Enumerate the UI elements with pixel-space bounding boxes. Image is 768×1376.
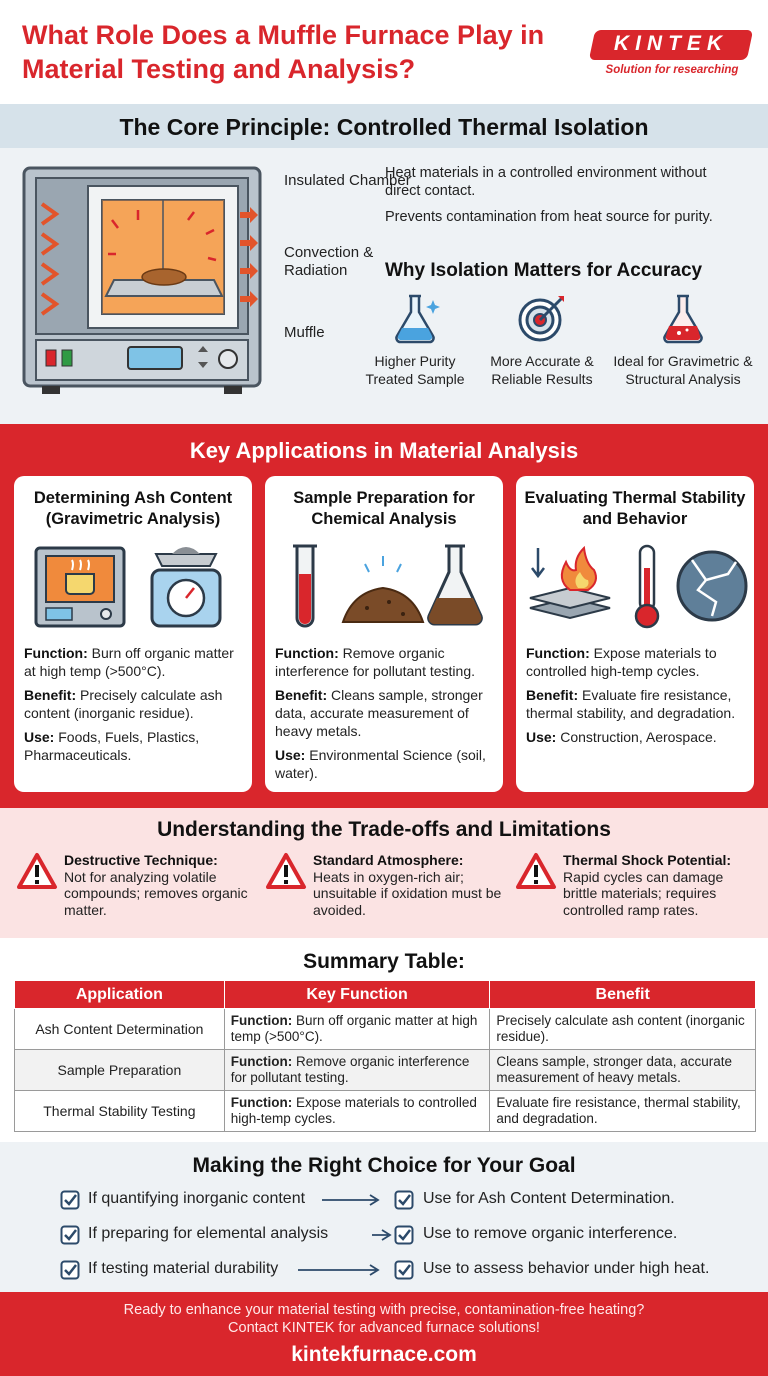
choice-then: Use to remove organic interference. <box>423 1225 678 1242</box>
why-label-gravimetric: Ideal for Gravimetric & Structural Analysis <box>613 353 753 387</box>
function-label: Function: <box>24 645 88 661</box>
function-text: Burn off organic matter at high temp (>500°C). <box>24 645 234 679</box>
card-icons-sample <box>265 538 503 634</box>
benefit-text: Evaluate fire resistance, thermal stability, and degradation. <box>526 687 736 721</box>
choice-title: Making the Right Choice for Your Goal <box>192 1154 576 1177</box>
use-label: Use: <box>526 729 557 745</box>
cell-application: Thermal Stability Testing <box>15 1091 225 1132</box>
label-convection-radiation: Convection & Radiation <box>284 244 374 279</box>
cell-benefit: Evaluate fire resistance, thermal stability, and degradation. <box>490 1091 756 1132</box>
function-label: Function: <box>230 1013 293 1028</box>
use-text: Environmental Science (soil, water). <box>275 747 486 781</box>
furnace-icon <box>36 548 124 626</box>
why-label-purity: Higher Purity Treated Sample <box>365 353 465 387</box>
function-label: Function: <box>230 1054 293 1069</box>
tradeoffs-title: Understanding the Trade-offs and Limitations <box>157 818 611 841</box>
why-title: Why Isolation Matters for Accuracy <box>385 260 703 281</box>
function-label: Function: <box>230 1095 293 1110</box>
check-icon <box>394 1225 414 1245</box>
why-item-accuracy <box>477 290 607 388</box>
cracked-disc-icon <box>678 552 746 620</box>
card-body <box>526 644 748 752</box>
cell-benefit: Precisely calculate ash content (inorganic residue). <box>490 1009 756 1050</box>
card-sample-preparation <box>265 476 503 792</box>
use-text: Foods, Fuels, Plastics, Pharmaceuticals. <box>24 729 200 763</box>
tradeoff-text <box>563 852 753 918</box>
card-thermal-stability <box>516 476 754 792</box>
warning-icon <box>515 852 557 890</box>
thermometer-icon <box>636 546 658 627</box>
arrow-right-icon <box>322 1194 382 1206</box>
tradeoff-title: Thermal Shock Potential: <box>563 852 732 868</box>
use-label: Use: <box>24 729 55 745</box>
use-text: Construction, Aerospace. <box>560 729 717 745</box>
cell-function <box>224 1091 490 1132</box>
applications-title: Key Applications in Material Analysis <box>189 438 579 463</box>
choice-then: Use for Ash Content Determination. <box>423 1190 675 1207</box>
check-icon <box>394 1260 414 1280</box>
card-ash-content <box>14 476 252 792</box>
warning-icon <box>265 852 307 890</box>
choice-section <box>0 1142 768 1292</box>
choice-row <box>60 1188 740 1212</box>
choice-then: Use to assess behavior under high heat. <box>423 1260 710 1277</box>
footer-line-1: Ready to enhance your material testing with precise, contamination-free heating? <box>123 1302 645 1318</box>
column-header: Key Function <box>224 981 490 1009</box>
benefit-text: Cleans sample, stronger data, accurate measurement of heavy metals. <box>275 687 483 739</box>
core-title: The Core Principle: Controlled Thermal Isolation <box>119 114 649 140</box>
tradeoff-desc: Rapid cycles can damage brittle materials; requires controlled ramp rates. <box>563 868 724 918</box>
check-icon <box>60 1225 80 1245</box>
tradeoff-title: Standard Atmosphere: <box>313 852 464 868</box>
tradeoffs-section <box>0 808 768 938</box>
card-icons-thermal <box>516 538 754 634</box>
use-label: Use: <box>275 747 306 763</box>
core-text-1: Heat materials in a controlled environment without direct contact. <box>385 165 707 199</box>
summary-table <box>14 980 756 1132</box>
muffle-furnace-illustration <box>18 164 278 400</box>
label-insulated-chamber: Insulated Chamber <box>284 172 411 189</box>
choice-if: If quantifying inorganic content <box>88 1190 306 1207</box>
function-label: Function: <box>275 645 339 661</box>
why-item-purity <box>350 290 480 388</box>
check-icon <box>60 1190 80 1210</box>
function-text: Remove organic interference for pollutant testing. <box>230 1054 470 1085</box>
check-icon <box>60 1260 80 1280</box>
card-title: Determining Ash Content (Gravimetric Analysis) <box>33 489 233 528</box>
benefit-text: Precisely calculate ash content (inorganic residue). <box>24 687 223 721</box>
core-principle-section <box>0 104 768 424</box>
applications-section <box>0 424 768 808</box>
page-title: What Role Does a Muffle Furnace Play in Material Testing and Analysis? <box>22 20 545 84</box>
core-text-2: Prevents contamination from heat source for purity. <box>385 209 713 225</box>
table-row <box>15 1050 756 1091</box>
beaker-icon <box>655 290 711 346</box>
flask-icon <box>429 546 482 624</box>
cell-benefit: Cleans sample, stronger data, accurate measurement of heavy metals. <box>490 1050 756 1091</box>
function-label: Function: <box>526 645 590 661</box>
footer <box>0 1292 768 1376</box>
function-text: Expose materials to controlled high-temp cycles. <box>230 1095 477 1126</box>
choice-row <box>60 1223 740 1247</box>
card-icons-ash <box>14 538 252 634</box>
choice-if: If testing material durability <box>88 1260 279 1277</box>
test-tube-icon <box>293 546 317 626</box>
choice-row <box>60 1258 740 1282</box>
card-title: Evaluating Thermal Stability and Behavior <box>524 489 746 528</box>
logo: KINTEK <box>613 32 729 55</box>
flask-icon <box>387 290 443 346</box>
benefit-label: Benefit: <box>275 687 328 703</box>
summary-title: Summary Table: <box>303 950 465 973</box>
footer-line-2: Contact KINTEK for advanced furnace solutions! <box>228 1320 540 1336</box>
table-row <box>15 1009 756 1050</box>
label-muffle: Muffle <box>284 324 325 341</box>
benefit-label: Benefit: <box>526 687 579 703</box>
cell-application: Ash Content Determination <box>15 1009 225 1050</box>
check-icon <box>394 1190 414 1210</box>
cell-function <box>224 1050 490 1091</box>
column-header: Application <box>15 981 225 1009</box>
header <box>0 0 768 104</box>
why-label-accuracy: More Accurate & Reliable Results <box>490 353 594 387</box>
target-icon <box>514 290 570 346</box>
why-item-gravimetric <box>609 290 757 388</box>
choice-if: If preparing for elemental analysis <box>88 1225 329 1242</box>
benefit-label: Benefit: <box>24 687 77 703</box>
scale-icon <box>152 547 220 626</box>
soil-pile-icon <box>343 556 423 622</box>
function-text: Expose materials to controlled high-temp cycles. <box>526 645 717 679</box>
cell-application: Sample Preparation <box>15 1050 225 1091</box>
card-title: Sample Preparation for Chemical Analysis <box>293 489 475 528</box>
logo-tagline: Solution for researching <box>605 64 739 76</box>
table-row <box>15 1091 756 1132</box>
tradeoff-text <box>313 852 503 918</box>
table-header-row <box>15 981 756 1009</box>
tradeoff-desc: Heats in oxygen-rich air; unsuitable if oxidation must be avoided. <box>313 868 502 918</box>
tradeoff-title: Destructive Technique: <box>64 852 218 868</box>
column-header: Benefit <box>490 981 756 1009</box>
card-body <box>275 644 497 788</box>
tradeoff-desc: Not for analyzing volatile compounds; removes organic matter. <box>64 868 248 918</box>
tradeoff-text <box>64 852 254 918</box>
footer-url-link[interactable]: kintekfurnace.com <box>291 1343 477 1366</box>
arrow-right-icon <box>372 1229 392 1241</box>
function-text: Remove organic interference for pollutant testing. <box>275 645 476 679</box>
warning-icon <box>16 852 58 890</box>
layers-fire-icon <box>530 548 610 618</box>
cell-function <box>224 1009 490 1050</box>
function-text: Burn off organic matter at high temp (>500°C). <box>230 1013 478 1044</box>
arrow-right-icon <box>298 1264 382 1276</box>
card-body <box>24 644 246 770</box>
